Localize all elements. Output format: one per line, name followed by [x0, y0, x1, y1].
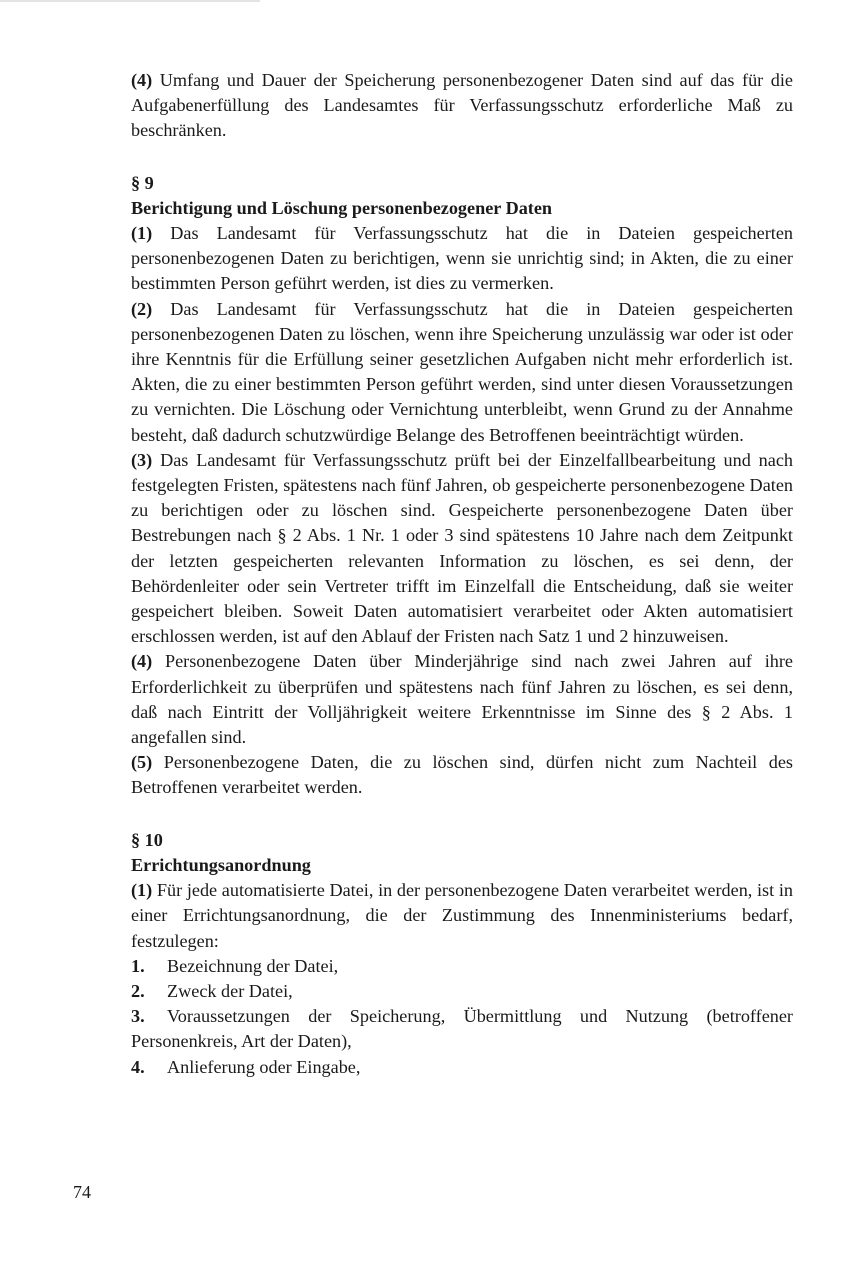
- section-sign: § 9: [131, 172, 154, 193]
- paragraph-text: Personenbezogene Daten über Minderjährige sind nach zwei Jahren auf ihre Erforderlichkeit zu überprüfen und spätestens nach fünf Jahren zu löschen, es sei denn, daß nach Eintritt der Volljährigkeit weitere Erkenntnisse im Sinne des § 2 Abs. 1 angefallen sind.: [131, 651, 793, 748]
- paragraph-text: Das Landesamt für Verfassungsschutz hat die in Dateien gespeicherten personenbezogenen Daten zu löschen, wenn ihre Speicherung unzulässig war oder ist oder ihre Kenntnis für die Erfüllung seiner gesetzlichen Aufgaben nicht mehr erforderlich ist. Akten, die zu einer bestimmten Person geführt werden, sind unter diesen Voraussetzungen zu vernichten. Die Löschung oder Vernichtung unterbleibt, wenn Grund zu der Annahme besteht, daß dadurch schutzwürdige Belange des Betroffenen beeinträchtigt würden.: [131, 298, 793, 445]
- paragraph-number: (1): [131, 880, 153, 901]
- section-9-paragraph-3: [131, 448, 793, 650]
- paragraph-number: (2): [131, 298, 153, 319]
- section-10: [131, 828, 793, 1080]
- section-9: [131, 171, 793, 801]
- paragraph-number: (1): [131, 223, 153, 244]
- page-number: 74: [73, 1182, 91, 1202]
- list-item: [131, 1055, 793, 1080]
- intro-paragraph: [131, 68, 793, 144]
- paragraph-text: Personenbezogene Daten, die zu löschen sind, dürfen nicht zum Nachteil des Betroffenen verarbeitet werden.: [131, 752, 793, 798]
- list-item-text: Anlieferung oder Eingabe,: [167, 1056, 361, 1077]
- paragraph-number: (4): [131, 70, 153, 90]
- list-item-text: Zweck der Datei,: [167, 980, 293, 1001]
- section-9-paragraph-2: [131, 297, 793, 448]
- section-title: Errichtungsanordnung: [131, 854, 311, 875]
- section-title: Berichtigung und Löschung personenbezogener Daten: [131, 197, 553, 218]
- list-item-text: Voraussetzungen der Speicherung, Übermittlung und Nutzung (betroffener Personenkreis, Art der Daten),: [131, 1006, 793, 1052]
- paragraph-text: Das Landesamt für Verfassungsschutz prüft bei der Einzelfallbearbeitung und nach festgelegten Fristen, spätestens nach fünf Jahren, ob gespeicherte personenbezogene Daten zu berichtigen oder zu löschen sind. Gespeicherte personenbezogene Daten über Bestrebungen nach § 2 Abs. 1 Nr. 1 oder 3 sind spätestens 10 Jahre nach dem Zeitpunkt der letzten gespeicherten relevanten Information zu löschen, es sei denn, der Behördenleiter oder sein Vertreter trifft im Einzelfall die Entscheidung, daß sie weiter gespeichert bleiben. Soweit Daten automatisiert verarbeitet oder Akten automatisiert erschlossen werden, ist auf den Ablauf der Fristen nach Satz 1 und 2 hinzuweisen.: [131, 449, 793, 647]
- section-9-paragraph-4: [131, 649, 793, 750]
- paragraph-text: Umfang und Dauer der Speicherung personenbezogener Daten sind auf das für die Aufgabenerfüllung des Landesamtes für Verfassungsschutz erforderliche Maß zu beschränken.: [131, 70, 793, 141]
- section-sign: § 10: [131, 829, 163, 850]
- paragraph-number: (4): [131, 651, 153, 672]
- list-item: [131, 954, 793, 979]
- list-item-text: Bezeichnung der Datei,: [167, 955, 339, 976]
- page-body: [131, 68, 793, 1080]
- list-item: [131, 1004, 793, 1054]
- list-item-number: 2.: [131, 980, 145, 1001]
- section-9-paragraph-1: [131, 221, 793, 297]
- list-item-number: 4.: [131, 1056, 145, 1077]
- list-item-number: 3.: [131, 1006, 145, 1027]
- section-9-paragraph-5: [131, 750, 793, 800]
- section-10-paragraph-1: [131, 878, 793, 954]
- top-scan-edge: [0, 0, 260, 2]
- paragraph-number: (5): [131, 752, 153, 773]
- paragraph-text: Das Landesamt für Verfassungsschutz hat die in Dateien gespeicherten personenbezogenen Daten zu berichtigen, wenn sie unrichtig sind; in Akten, die zu einer bestimmten Person geführt werden, ist dies zu vermerken.: [131, 223, 793, 294]
- list-item: [131, 979, 793, 1004]
- paragraph-text: Für jede automatisierte Datei, in der personenbezogene Daten verarbeitet werden, ist in einer Errichtungsanordnung, die der Zustimmung des Innenministeriums bedarf, festzulegen:: [131, 880, 793, 951]
- paragraph-number: (3): [131, 449, 153, 470]
- list-item-number: 1.: [131, 955, 145, 976]
